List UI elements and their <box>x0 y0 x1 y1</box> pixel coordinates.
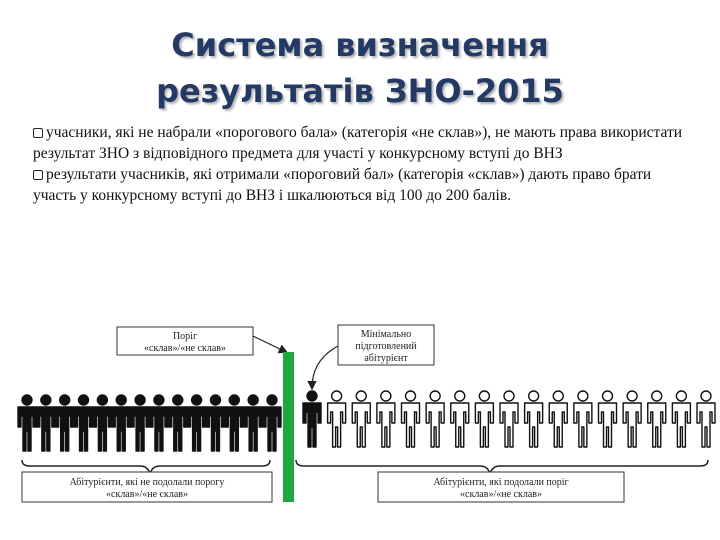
threshold-bar <box>283 352 294 502</box>
failed-applicant-figure <box>244 395 262 451</box>
passed-applicant-figure <box>500 391 518 447</box>
failed-applicant-figure <box>131 395 149 451</box>
threshold-label-line-1: Поріг <box>172 331 198 342</box>
passed-applicant-figure <box>574 391 592 447</box>
passed-applicant-figure <box>377 391 395 447</box>
min-applicant-label-line-1: Мінімально <box>360 329 412 340</box>
failed-applicant-figure <box>225 395 243 451</box>
passed-applicant-figure <box>451 391 469 447</box>
passed-applicant-figure <box>623 391 641 447</box>
failed-applicant-figure <box>150 395 168 451</box>
passed-applicant-figure <box>672 391 690 447</box>
failed-applicant-figure <box>75 395 93 451</box>
failed-applicant-figure <box>56 395 74 451</box>
failed-applicant-figure <box>37 395 55 451</box>
failed-applicant-figure <box>263 395 281 451</box>
failed-applicant-figure <box>169 395 187 451</box>
bullet-text-2: результати учасників, які отримали «пороговий бал» (категорія «склав») дають право брати участь у конкурсному вступі до ВНЗ і шкалюються від 100 до 200 балів. <box>33 166 652 204</box>
failed-applicant-figure <box>188 395 206 451</box>
passed-applicants-group <box>303 391 715 447</box>
passed-applicant-figure <box>549 391 567 447</box>
failed-applicants-group <box>18 395 281 451</box>
left-group-label-line-2: «склав»/«не склав» <box>106 489 188 500</box>
passed-applicant-figure <box>352 391 370 447</box>
right-group-label-line-1: Абітурієнти, які подолали поріг <box>433 477 569 488</box>
passed-applicant-figure <box>525 391 543 447</box>
passed-applicant-figure <box>328 391 346 447</box>
passed-applicant-figure <box>697 391 715 447</box>
threshold-pointer-arrow <box>253 336 286 352</box>
min-applicant-label-line-3: абітурієнт <box>364 353 408 364</box>
right-group-label-line-2: «склав»/«не склав» <box>460 489 542 500</box>
failed-applicant-figure <box>112 395 130 451</box>
passed-applicant-figure <box>402 391 420 447</box>
passed-applicant-figure <box>426 391 444 447</box>
minimal-applicant-figure <box>303 391 321 447</box>
title-line-1: Система визначення <box>171 26 549 64</box>
passed-applicant-figure <box>475 391 493 447</box>
failed-applicant-figure <box>206 395 224 451</box>
bullet-text-1: учасники, які не набрали «порогового бала» (категорія «не склав»), не мають права використати результат ЗНО з відповідного предмета для участі у конкурсному вступі до ВНЗ <box>33 124 683 162</box>
failed-applicant-figure <box>93 395 111 451</box>
passed-applicant-figure <box>599 391 617 447</box>
min-applicant-label-line-2: підготовлений <box>355 341 417 352</box>
threshold-label-line-2: «склав»/«не склав» <box>144 343 226 354</box>
min-applicant-pointer-arrow <box>312 346 338 388</box>
title-line-2: результатів ЗНО-2015 <box>156 72 564 110</box>
failed-applicant-figure <box>18 395 36 451</box>
passed-applicant-figure <box>648 391 666 447</box>
left-group-label-line-1: Абітурієнти, які не подолали порогу <box>69 477 225 488</box>
